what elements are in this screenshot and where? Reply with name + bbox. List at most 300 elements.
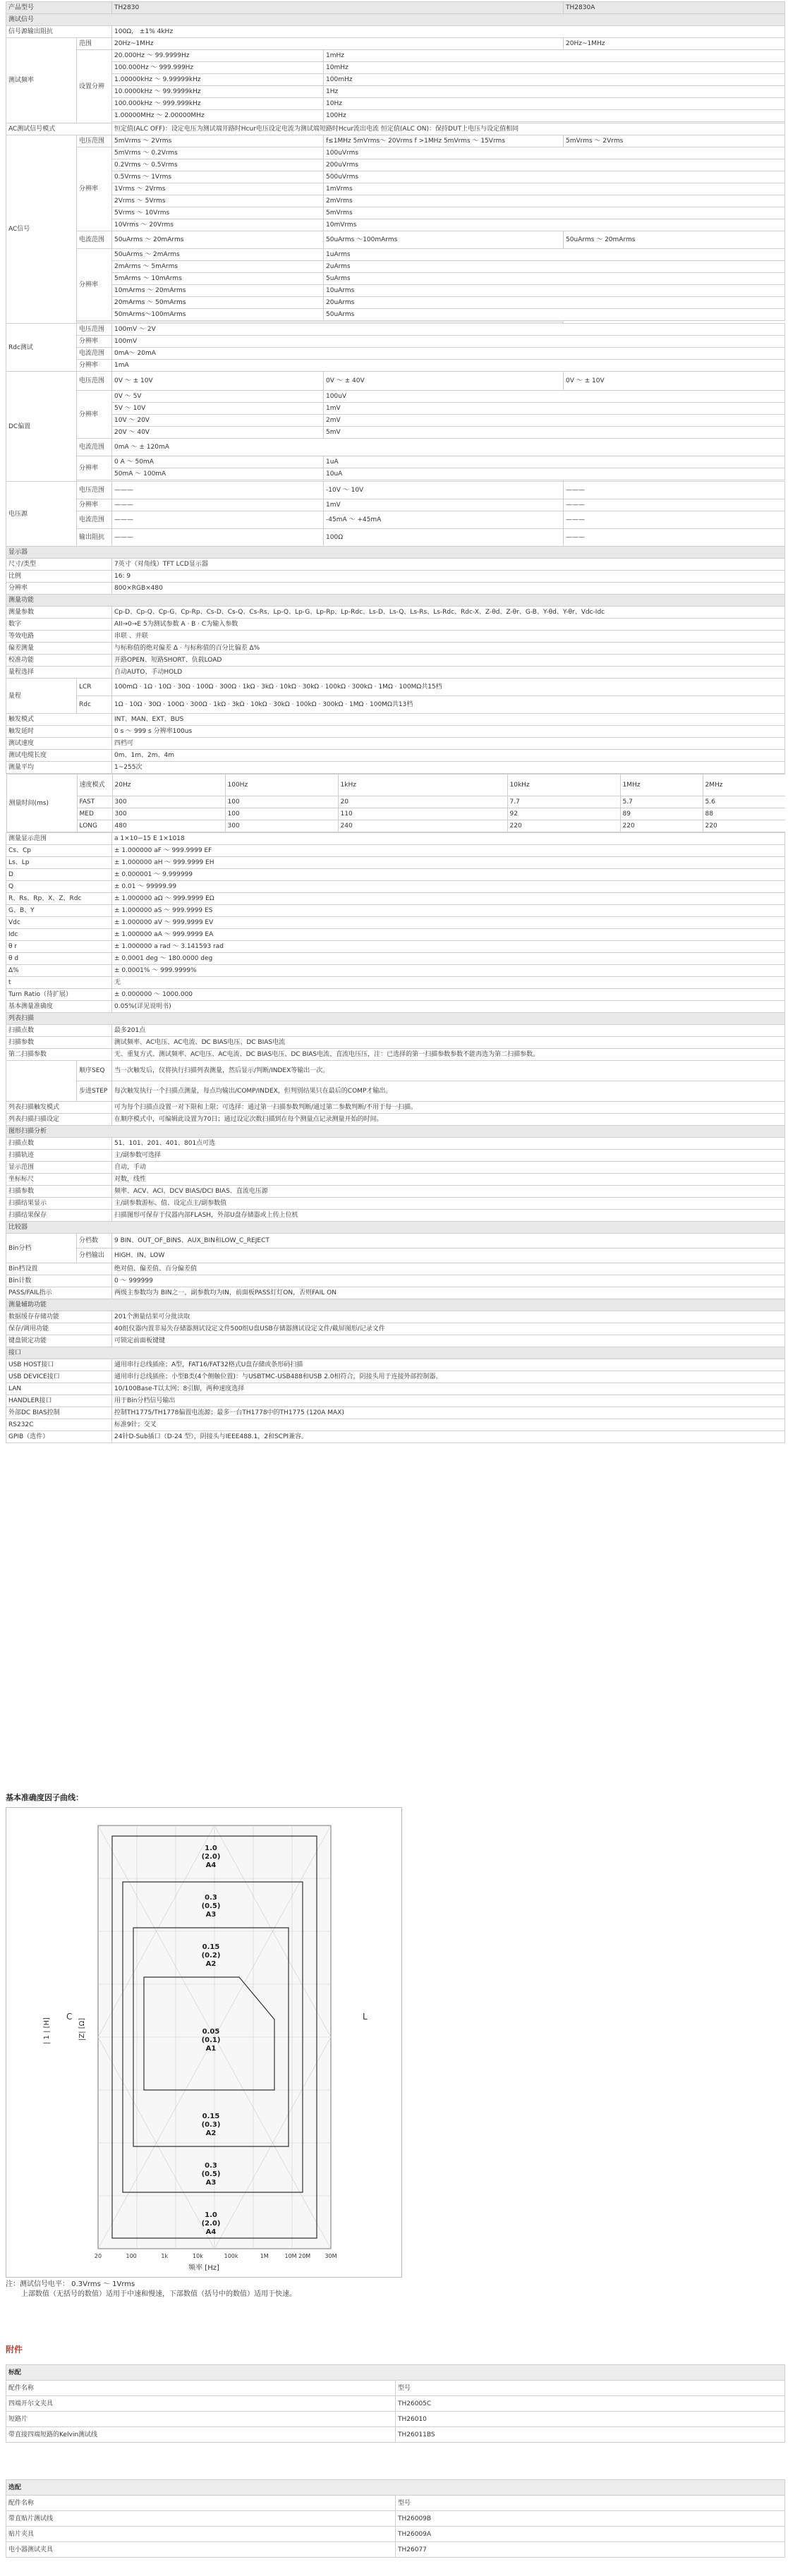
x-tick-label: 100k [224, 2253, 238, 2259]
section-interface: 接口 [6, 1347, 785, 1359]
row-label: 量程选择 [6, 667, 112, 679]
accuracy-zone-label: A2 [205, 2130, 217, 2137]
row-value: 主/副参数可选择 [112, 1150, 785, 1162]
row-value: 两级主参数均为 BIN之一，副参数均为IN，前面板PASS灯灯ON，否则FAIL ON [112, 1287, 785, 1299]
row-sublabel: LCR [77, 679, 112, 696]
accessory-name: 带直接四端短路的Kelvin测试线 [6, 2427, 396, 2443]
accessory-name: 四端开尔文夹具 [6, 2396, 396, 2412]
row-label: Q [6, 881, 112, 893]
speed-freq-header: 1kHz [338, 774, 507, 796]
model-th2830: TH2830 [112, 2, 564, 14]
x-tick-label: 100 [126, 2253, 137, 2259]
row-value: 40组仪器内置非易失存储器测试设定文件500组U盘USB存储器测试设定文件/截屏图形/记录文件 [112, 1323, 785, 1335]
l-region-label: L [363, 2012, 368, 2022]
cell: 300 [225, 820, 338, 832]
freq-range: 10.0000kHz ～ 99.9999kHz [112, 86, 324, 98]
y-axis-label-left: | 1 | [H] [43, 2017, 51, 2044]
accuracy-zone-label: (0.5) [201, 2170, 221, 2178]
freq-range: 1.00000kHz ～ 9.99999kHz [112, 74, 324, 86]
cell: 0 A ～ 50mA [112, 456, 324, 468]
row-value: 1mA [112, 360, 785, 372]
row-label: 外部DC BIAS控制 [6, 1407, 112, 1419]
row-label: 显示范围 [6, 1162, 112, 1174]
row-value: ± 0.0001% ～ 999.9999% [112, 965, 785, 977]
cell: 10uArms [324, 285, 785, 297]
optional-label: 选配 [6, 2480, 785, 2496]
cell: 5mArms ～ 10mArms [112, 273, 324, 285]
row-value: 10/100Base-T以太网；8引脚，两种速度选择 [112, 1383, 785, 1395]
row-value: 主/副参数游标、值、设定点主/副参数值 [112, 1198, 785, 1210]
cell: 1mVrms [324, 183, 785, 195]
accuracy-zone-label: (0.2) [201, 1952, 221, 1960]
row-value: 1Ω · 10Ω · 30Ω · 100Ω · 300Ω · 1kΩ · 3kΩ · 10kΩ · 30kΩ · 100kΩ · 300kΩ · 1MΩ · 100MΩ共13档 [112, 696, 785, 714]
cell: 50mA ～ 100mA [112, 468, 324, 480]
accessory-model: TH26077 [396, 2542, 785, 2558]
row-value: 201个测量结果可分批读取 [112, 1311, 785, 1323]
cell: 300 [112, 808, 225, 820]
accuracy-zone-label: (0.5) [201, 1902, 221, 1910]
accuracy-zone-label: A1 [205, 2045, 217, 2053]
cell: 1Vrms ～ 2Vrms [112, 183, 324, 195]
row-label: t [6, 977, 112, 989]
accuracy-chart-title: 基本准确度因子曲线： [6, 1793, 83, 1802]
row-value: ± 1.000000 aS ～ 999.9999 ES [112, 905, 785, 917]
accessory-model: TH26011BS [396, 2427, 785, 2443]
cell: 1uA [324, 456, 785, 468]
cell: 10uA [324, 468, 785, 480]
cell: 100uVrms [324, 147, 785, 159]
row-label: 校准功能 [6, 655, 112, 667]
cell: 5Vrms ～ 10Vrms [112, 207, 324, 219]
accessory-model-header: 型号 [396, 2496, 785, 2511]
cell: 10Vrms ～ 20Vrms [112, 219, 324, 231]
freq-range: 1.00000MHz ～ 2.00000MHz [112, 110, 324, 122]
accuracy-zone-label: 0.3 [205, 1894, 217, 1902]
model-th2830a: TH2830A [564, 2, 785, 14]
row-value: ± 1.000000 aH ～ 999.9999 EH [112, 857, 785, 869]
row-label: D [6, 869, 112, 881]
row-value: 当一次触发后，仪将执行扫描列表测量，然后显示/判断/INDEX等输出一次。 [112, 1061, 785, 1081]
row-value: 0V ～ ± 40V [324, 372, 564, 391]
row-label: G、B、Y [6, 905, 112, 917]
row-value: 9 BIN、OUT_OF_BINS、AUX_BIN和LOW_C_REJECT [112, 1234, 785, 1248]
row-value: 自动AUTO、手动HOLD [112, 667, 785, 679]
row-label: PASS/FAIL指示 [6, 1287, 112, 1299]
row-value: 可为每个扫描点设置一对下限和上限；可选择：通过第一扫描参数判断/通过第二参数判断/不用于每一扫描。 [112, 1102, 785, 1114]
accuracy-zone-label: 0.15 [202, 1943, 220, 1951]
row-label: 保存/调用功能 [6, 1323, 112, 1335]
accuracy-zone-label: A4 [205, 1861, 217, 1869]
row-value: 50uArms ～ 20mArms [112, 231, 324, 249]
row-value: 800×RGB×480 [112, 583, 785, 595]
x-tick-label: 20 [94, 2253, 102, 2259]
accuracy-zone-label: A4 [205, 2228, 217, 2236]
cell: 5.7 [620, 796, 703, 808]
row-sublabel: 分辨率 [77, 249, 112, 321]
cell: 88 [703, 808, 785, 820]
row-value: ± 1.000000 a rad ～ 3.141593 rad [112, 941, 785, 953]
row-sublabel: 设置分辨 [77, 50, 112, 123]
row-label: 键盘锁定功能 [6, 1335, 112, 1347]
x-tick-label: 1M [260, 2253, 269, 2259]
row-label: 尺寸/类型 [6, 559, 112, 571]
x-tick-label: 10k [193, 2253, 203, 2259]
row-value: 7英寸（对角线）TFT LCD显示器 [112, 559, 785, 571]
accuracy-zone-label: (2.0) [201, 2220, 221, 2228]
cell: 20V ～ 40V [112, 427, 324, 439]
cell: 5mV [324, 427, 785, 439]
accessory-name: 带直贴片测试线 [6, 2511, 396, 2527]
row-label: 信号源输出阻抗 [6, 26, 112, 38]
row-value: 100mΩ · 1Ω · 10Ω · 30Ω · 100Ω · 300Ω · 1kΩ · 3kΩ · 10kΩ · 30kΩ · 100kΩ · 300kΩ · 1MΩ · 100MΩ共15档 [112, 679, 785, 696]
standard-accessories-table [6, 2364, 785, 2443]
speed-row-label: MED [77, 808, 112, 820]
row-label: USB DEVICE接口 [6, 1371, 112, 1383]
section-graph-scan: 图形扫描分析 [6, 1126, 785, 1138]
cell: 1uArms [324, 249, 785, 261]
speed-freq-header: 20Hz [112, 774, 225, 796]
cell: 2Vrms ～ 5Vrms [112, 195, 324, 207]
row-value: 0V ～ ± 10V [112, 372, 324, 391]
row-sublabel: Rdc [77, 696, 112, 714]
row-value: 每次触发执行一个扫描点测量，每点均输出/COMP/INDEX，但判别结果只在最后的COMP才输出。 [112, 1081, 785, 1102]
cell: 220 [507, 820, 620, 832]
speed-freq-header: 10kHz [507, 774, 620, 796]
row-label: 扫描点数 [6, 1138, 112, 1150]
row-label: DC偏置 [6, 372, 77, 482]
cell: 0.5Vrms ～ 1Vrms [112, 171, 324, 183]
row-value: 标准9针；交叉 [112, 1419, 785, 1431]
row-value: 绝对值、偏差值、百分偏差值 [112, 1263, 785, 1275]
row-label: LAN [6, 1383, 112, 1395]
accessory-name-header: 配件名称 [6, 2381, 396, 2396]
cell: 50uArms ～ 2mArms [112, 249, 324, 261]
row-sublabel: 电压范围 [77, 324, 112, 336]
speed-row-label: FAST [77, 796, 112, 808]
row-value: 恒定值(ALC OFF)：设定电压为测试端开路时Hcur电压设定电流为测试端短路时Hcur流出电流 恒定值(ALC ON)：保持DUT上电压与设定值相同 [112, 123, 785, 135]
c-region-label: C [66, 2012, 73, 2022]
row-value: 100Ω， ±1% 4kHz [112, 26, 785, 38]
row-label: GPIB（选件） [6, 1431, 112, 1443]
row-value: ± 1.000000 aA ～ 999.9999 EA [112, 929, 785, 941]
row-label: Bin分档 [6, 1234, 77, 1263]
spec-table [6, 1, 785, 1443]
freq-res: 1mHz [324, 50, 785, 62]
row-label: θ d [6, 953, 112, 965]
row-value: ——— [112, 529, 324, 547]
row-value: -45mA ～ +45mA [324, 511, 564, 529]
row-label: θ r [6, 941, 112, 953]
row-value: f≤1MHz 5mVrms～ 20Vrms f >1MHz 5mVrms ～ 15Vrms [324, 135, 564, 147]
row-sublabel: 电流范围 [77, 511, 112, 529]
row-value: a 1×10−15 E 1×1018 [112, 833, 785, 845]
row-sublabel: 输出阻抗 [77, 529, 112, 547]
row-label: AC信号 [6, 135, 77, 324]
row-label: 测量参数 [6, 607, 112, 619]
cell: 0.2Vrms ～ 0.5Vrms [112, 159, 324, 171]
cell: 1mV [324, 403, 785, 415]
row-label: 触发模式 [6, 714, 112, 726]
row-value: ± 1.000000 aV ～ 999.9999 EV [112, 917, 785, 929]
row-value: 0mA～ 20mA [112, 348, 785, 360]
row-value: 无 [112, 977, 785, 989]
cell: 7.7 [507, 796, 620, 808]
row-value: 四档可 [112, 738, 785, 750]
speed-freq-header: 100Hz [225, 774, 338, 796]
row-label: Turn Ratio（待扩展） [6, 989, 112, 1001]
cell: 5uArms [324, 273, 785, 285]
row-label: 等效电路 [6, 631, 112, 643]
table-header-row [6, 2, 785, 14]
accuracy-zone-label: (0.1) [201, 2036, 221, 2044]
row-value: 0V ～ ± 10V [564, 372, 785, 391]
cell: 2uArms [324, 261, 785, 273]
row-value: ——— [564, 499, 785, 511]
row-label: 扫描参数 [6, 1186, 112, 1198]
accessories-title: 附件 [6, 2345, 23, 2355]
freq-res: 100Hz [324, 110, 785, 122]
cell: 100uV [324, 391, 785, 403]
accessory-model: TH26009B [396, 2511, 785, 2527]
row-label: 列表扫描扫描设定 [6, 1114, 112, 1126]
row-label: 量程 [6, 679, 77, 714]
row-sublabel: 步进STEP [77, 1081, 112, 1102]
row-label: Cs、Cp [6, 845, 112, 857]
row-label: USB HOST接口 [6, 1359, 112, 1371]
cell: 89 [620, 808, 703, 820]
cell: 220 [620, 820, 703, 832]
row-value: 5mVrms ～ 2Vrms [564, 135, 785, 147]
cell: 200uVrms [324, 159, 785, 171]
row-value: 0.05%(详见说明书) [112, 1001, 785, 1013]
cell: 480 [112, 820, 225, 832]
optional-accessories-table [6, 2479, 785, 2558]
accuracy-zone-label: A3 [205, 2179, 217, 2187]
row-sublabel: 分辨率 [77, 499, 112, 511]
freq-res: 100mHz [324, 74, 785, 86]
accessory-model-header: 型号 [396, 2381, 785, 2396]
cell: 10mArms ～ 20mArms [112, 285, 324, 297]
note-line-2: 上部数值（无括号的数值）适用于中速和慢速，下部数值（括号中的数值）适用于快速。 [21, 2290, 296, 2298]
row-label: 扫描结果显示 [6, 1198, 112, 1210]
row-label: 测量时间(ms) [6, 774, 77, 832]
x-tick-label: 1k [161, 2253, 169, 2259]
row-value: ——— [564, 511, 785, 529]
cell: 110 [338, 808, 507, 820]
row-value: 可锁定前面板键键 [112, 1335, 785, 1347]
row-sublabel: 电压范围 [77, 482, 112, 499]
row-value: 用于Bin分档信号输出 [112, 1395, 785, 1407]
row-value: AII→0→E 5为测试参数 A · B · C为输入参数 [112, 619, 785, 631]
accuracy-zone-label: (0.3) [201, 2121, 221, 2129]
accessory-model: TH26009A [396, 2527, 785, 2542]
row-sublabel: 分辨率 [77, 336, 112, 348]
row-value: HIGH、IN、LOW [112, 1248, 785, 1263]
row-label: 坐标标尺 [6, 1174, 112, 1186]
cell: 0V ～ 5V [112, 391, 324, 403]
accessory-name: 电小器测试夹具 [6, 2542, 396, 2558]
row-sublabel: 电流范围 [77, 231, 112, 249]
accessory-model: TH26010 [396, 2412, 785, 2427]
row-value: 开路OPEN、短路SHORT、负载LOAD [112, 655, 785, 667]
row-value: 0 ～ 999999 [112, 1275, 785, 1287]
row-value: INT、MAN、EXT、BUS [112, 714, 785, 726]
row-sublabel: 范围 [77, 38, 112, 50]
row-label: RS232C [6, 1419, 112, 1431]
cell: 500uVrms [324, 171, 785, 183]
row-value: 20Hz~1MHz [564, 38, 785, 50]
row-value: 100mV ～ 2V [112, 324, 785, 336]
cell: 50uArms [324, 309, 785, 321]
accuracy-zone-label: A3 [205, 1911, 217, 1919]
freq-range: 20.000Hz ～ 99.9999Hz [112, 50, 324, 62]
section-test-signal: 测试信号 [6, 14, 785, 26]
row-sublabel: 顺序SEQ [77, 1061, 112, 1081]
section-measure-function: 测量功能 [6, 595, 785, 607]
row-label: 第二扫描参数 [6, 1049, 112, 1061]
row-value: ——— [564, 482, 785, 499]
row-value: 100Ω [324, 529, 564, 547]
row-value: ——— [112, 482, 324, 499]
product-model-label: 产品型号 [6, 2, 112, 14]
note-line-1: 注：测试信号电平： 0.3Vrms ～ 1Vrms [6, 2280, 135, 2288]
row-value: 1mV [324, 499, 564, 511]
row-value: 测试频率、AC电压、AC电流、DC BIAS电压、DC BIAS电流 [112, 1037, 785, 1049]
row-sublabel: 分档输出 [77, 1248, 112, 1263]
x-tick-label: 10M 20M [284, 2253, 311, 2259]
row-label: Bin计数 [6, 1275, 112, 1287]
row-value: ± 0.000000 ～ 1000.000 [112, 989, 785, 1001]
row-value: 100mV [112, 336, 785, 348]
row-value: 51、101、201、401、801点可选 [112, 1138, 785, 1150]
speed-freq-header: 2MHz [703, 774, 785, 796]
row-value: 通用串行总线插座；小型B类(4个侧触位置)：与USBTMC-USB488和USB 2.0相符合，阴接头用于连接外部控制器。 [112, 1371, 785, 1383]
row-label: Ls、Lp [6, 857, 112, 869]
row-value: 5mVrms ～ 2Vrms [112, 135, 324, 147]
row-value: ——— [112, 511, 324, 529]
chart-note [6, 2280, 570, 2299]
section-comparator: 比较器 [6, 1222, 785, 1234]
row-value: ± 1.000000 aF ～ 999.9999 EF [112, 845, 785, 857]
row-value: ± 0.01 ～ 99999.99 [112, 881, 785, 893]
cell: 10V ～ 20V [112, 415, 324, 427]
row-value: 0m、1m、2m、4m [112, 750, 785, 762]
row-value: Cp-D、Cp-Q、Cp-G、Cp-Rp、Cs-D、Cs-Q、Cs-Rs、Lp-Q、Lp-G、Lp-Rp、Lp-Rdc、Ls-D、Ls-Q、Ls-Rs、Ls-Rdc、Rdc-X、Z-θd、Z-θr、G-B、Y-θd、Y-θr、Vdc-Idc [112, 607, 785, 619]
row-value: 50uArms ～100mArms [324, 231, 564, 249]
row-label: AC测试信号模式 [6, 123, 112, 135]
row-value: 在顺序模式中，可编辑此设置为70日；通过设定次数扫描到在每个测量点记录测量开始的时间。 [112, 1114, 785, 1126]
cell: 5.6 [703, 796, 785, 808]
row-value: 1~255次 [112, 762, 785, 774]
row-label: 列表扫描触发模式 [6, 1102, 112, 1114]
row-label: 触发延时 [6, 726, 112, 738]
row-label: 测量显示范围 [6, 833, 112, 845]
row-label: 扫描点数 [6, 1025, 112, 1037]
cell: 5mVrms ～ 0.2Vrms [112, 147, 324, 159]
row-value: ± 1.000000 aΩ ～ 999.9999 EΩ [112, 893, 785, 905]
row-label: 基本测量准确度 [6, 1001, 112, 1013]
row-value: ± 0.000001 ～ 9.999999 [112, 869, 785, 881]
row-value: -10V ～ 10V [324, 482, 564, 499]
row-label: 扫描轨迹 [6, 1150, 112, 1162]
accessory-name: 短路片 [6, 2412, 396, 2427]
row-sublabel: 分辨率 [77, 456, 112, 480]
accuracy-zone-label: 0.3 [205, 2162, 217, 2170]
cell: 220 [703, 820, 785, 832]
row-value: 24针D-Sub插口（D-24 型），阴接头与IEEE488.1，2和SCPI兼容。 [112, 1431, 785, 1443]
row-label: 测试电缆长度 [6, 750, 112, 762]
row-sublabel: 电流范围 [77, 439, 112, 456]
row-label [6, 1061, 77, 1102]
row-value: 频率、ACV、ACI、DCV BIAS/DCI BIAS、直流电压源 [112, 1186, 785, 1198]
row-label: Rdc测试 [6, 324, 77, 372]
cell: 240 [338, 820, 507, 832]
accessory-model: TH26005C [396, 2396, 785, 2412]
accuracy-zone-label: A2 [205, 1960, 217, 1968]
cell: 20uArms [324, 297, 785, 309]
cell: 2mV [324, 415, 785, 427]
row-value: 串联 、并联 [112, 631, 785, 643]
row-value: 16: 9 [112, 571, 785, 583]
row-value: 0mA ～ ± 120mA [112, 439, 785, 456]
row-value: 自动，手动 [112, 1162, 785, 1174]
accuracy-zone-label: 0.15 [202, 2113, 220, 2120]
section-display: 显示器 [6, 547, 785, 559]
section-list-scan: 列表扫描 [6, 1013, 785, 1025]
row-sublabel: 电压范围 [77, 372, 112, 391]
x-tick-label: 30M [325, 2253, 337, 2259]
row-label: HANDLER接口 [6, 1395, 112, 1407]
row-value: ——— [112, 499, 324, 511]
cell: 5V ～ 10V [112, 403, 324, 415]
freq-res: 10mHz [324, 62, 785, 74]
row-sublabel: 分辨率 [77, 391, 112, 439]
row-label: Vdc [6, 917, 112, 929]
section-aux: 测量辅助功能 [6, 1299, 785, 1311]
accuracy-zone-label: 1.0 [205, 1845, 217, 1852]
accessory-name: 贴片夹具 [6, 2527, 396, 2542]
row-sublabel: 电压范围 [77, 135, 112, 147]
speed-row-label: LONG [77, 820, 112, 832]
freq-res: 1Hz [324, 86, 785, 98]
cell: 50mArms～100mArms [112, 309, 324, 321]
cell: 92 [507, 808, 620, 820]
speed-freq-header: 1MHz [620, 774, 703, 796]
row-value: 最多201点 [112, 1025, 785, 1037]
row-sublabel: 分档数 [77, 1234, 112, 1248]
row-label: 测量平均 [6, 762, 112, 774]
cell: 100 [225, 808, 338, 820]
row-label: 电压源 [6, 482, 77, 547]
x-axis-label: 频率 [Hz] [188, 2264, 219, 2272]
row-value: ——— [564, 529, 785, 547]
accuracy-zone-label: 1.0 [205, 2211, 217, 2219]
row-label: 偏差测量 [6, 643, 112, 655]
freq-res: 10Hz [324, 98, 785, 110]
row-label: 测试速度 [6, 738, 112, 750]
y-axis-label-z: |Z| [Ω] [78, 2017, 86, 2041]
cell: 100 [225, 796, 338, 808]
row-value: 控制TH1775/TH1778偏置电流源；最多一台TH1778中的TH1775 (120A MAX) [112, 1407, 785, 1419]
row-label: 数据缓存存储功能 [6, 1311, 112, 1323]
row-label: 扫描参数 [6, 1037, 112, 1049]
cell: 2mVrms [324, 195, 785, 207]
row-label: 测试频率 [6, 38, 77, 123]
row-label: 分辨率 [6, 583, 112, 595]
row-value: 与标称值的绝对偏差 Δ · 与标称值的百分比偏差 Δ% [112, 643, 785, 655]
row-sublabel: 分辨率 [77, 360, 112, 372]
row-value: 通用串行总线插座；A型，FAT16/FAT32格式U盘存储或条形码扫描 [112, 1359, 785, 1371]
